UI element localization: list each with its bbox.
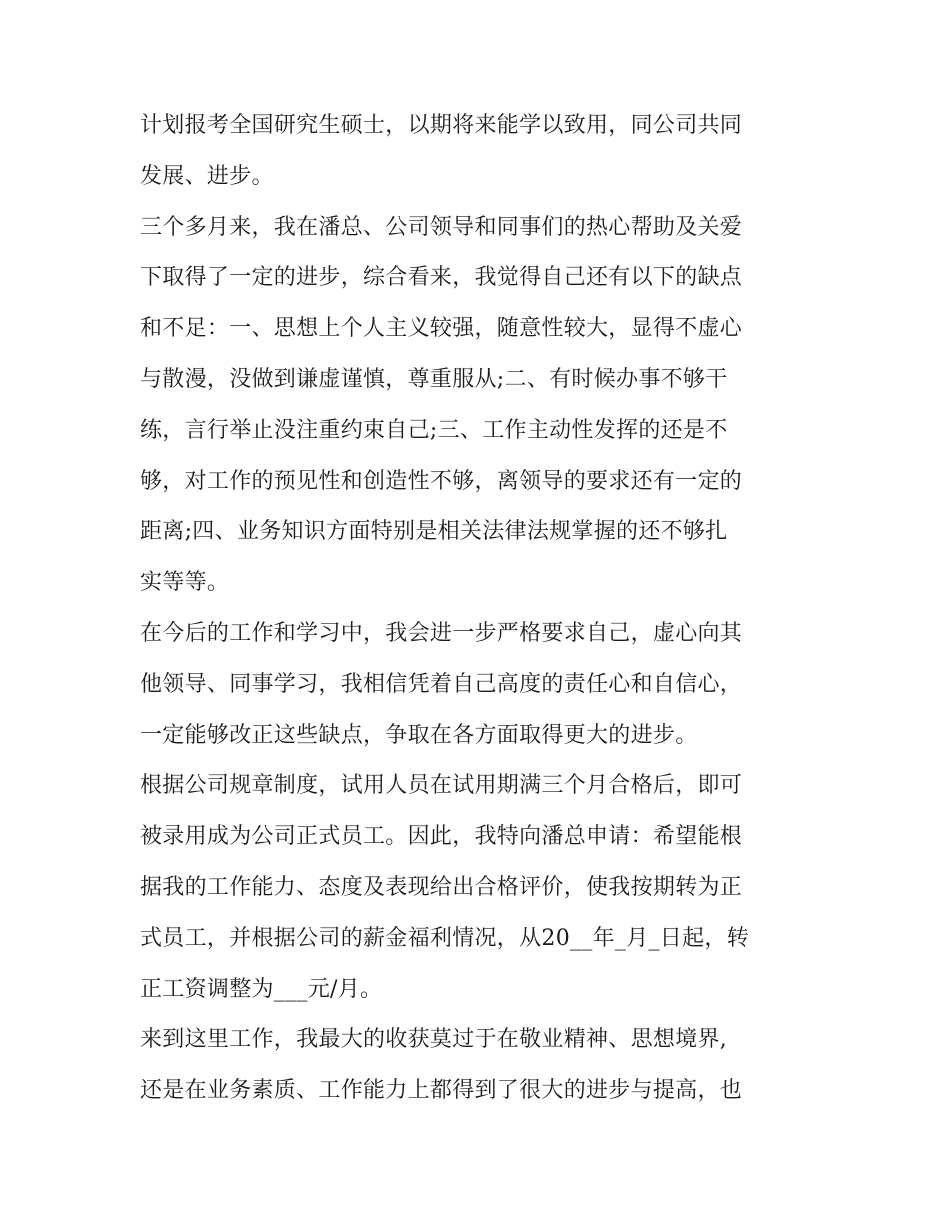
paragraph-gains — [140, 1015, 812, 1117]
text-line: 与散漫，没做到谦虚谨慎，尊重服从;二、有时候办事不够干 — [140, 366, 728, 392]
text-line: 计划报考全国研究生硕士，以期将来能学以致用，同公司共同 — [140, 113, 743, 138]
text-line: 正工资调整为___元/月。 — [140, 976, 383, 1002]
paragraph-study-plan — [140, 101, 812, 203]
text-line: 在今后的工作和学习中，我会进一步严格要求自己，虚心向其 — [140, 620, 743, 646]
text-line: 练，言行举止没注重约束自己;三、工作主动性发挥的还是不 — [140, 417, 728, 443]
text-line: 式员工，并根据公司的薪金福利情况，从20__年_月_日起，转 — [140, 925, 749, 951]
text-line: 距离;四、业务知识方面特别是相关法律法规掌握的还不够扎 — [140, 519, 728, 545]
document-body — [140, 101, 812, 1117]
paragraph-future-plan — [140, 609, 812, 761]
text-line: 据我的工作能力、态度及表现给出合格评价，使我按期转为正 — [140, 874, 743, 900]
text-line: 下取得了一定的进步，综合看来，我觉得自己还有以下的缺点 — [140, 265, 743, 291]
text-line: 一定能够改正这些缺点，争取在各方面取得更大的进步。 — [140, 722, 698, 748]
text-line: 他领导、同事学习，我相信凭着自己高度的责任心和自信心， — [140, 671, 743, 697]
text-line: 来到这里工作，我最大的收获莫过于在敬业精神、思想境界, — [140, 1027, 728, 1053]
text-line: 够，对工作的预见性和创造性不够，离领导的要求还有一定的 — [140, 468, 743, 494]
text-line: 还是在业务素质、工作能力上都得到了很大的进步与提高，也 — [140, 1078, 743, 1104]
paragraph-application — [140, 761, 812, 1015]
text-line: 被录用成为公司正式员工。因此，我特向潘总申请：希望能根 — [140, 824, 743, 850]
text-line: 三个多月来，我在潘总、公司领导和同事们的热心帮助及关爱 — [140, 214, 743, 240]
text-line: 根据公司规章制度，试用人员在试用期满三个月合格后，即可 — [140, 773, 743, 799]
text-line: 和不足：一、思想上个人主义较强，随意性较大，显得不虚心 — [140, 316, 743, 342]
text-line: 发展、进步。 — [140, 163, 274, 189]
paragraph-shortcomings — [140, 203, 812, 609]
text-line: 实等等。 — [140, 570, 230, 596]
